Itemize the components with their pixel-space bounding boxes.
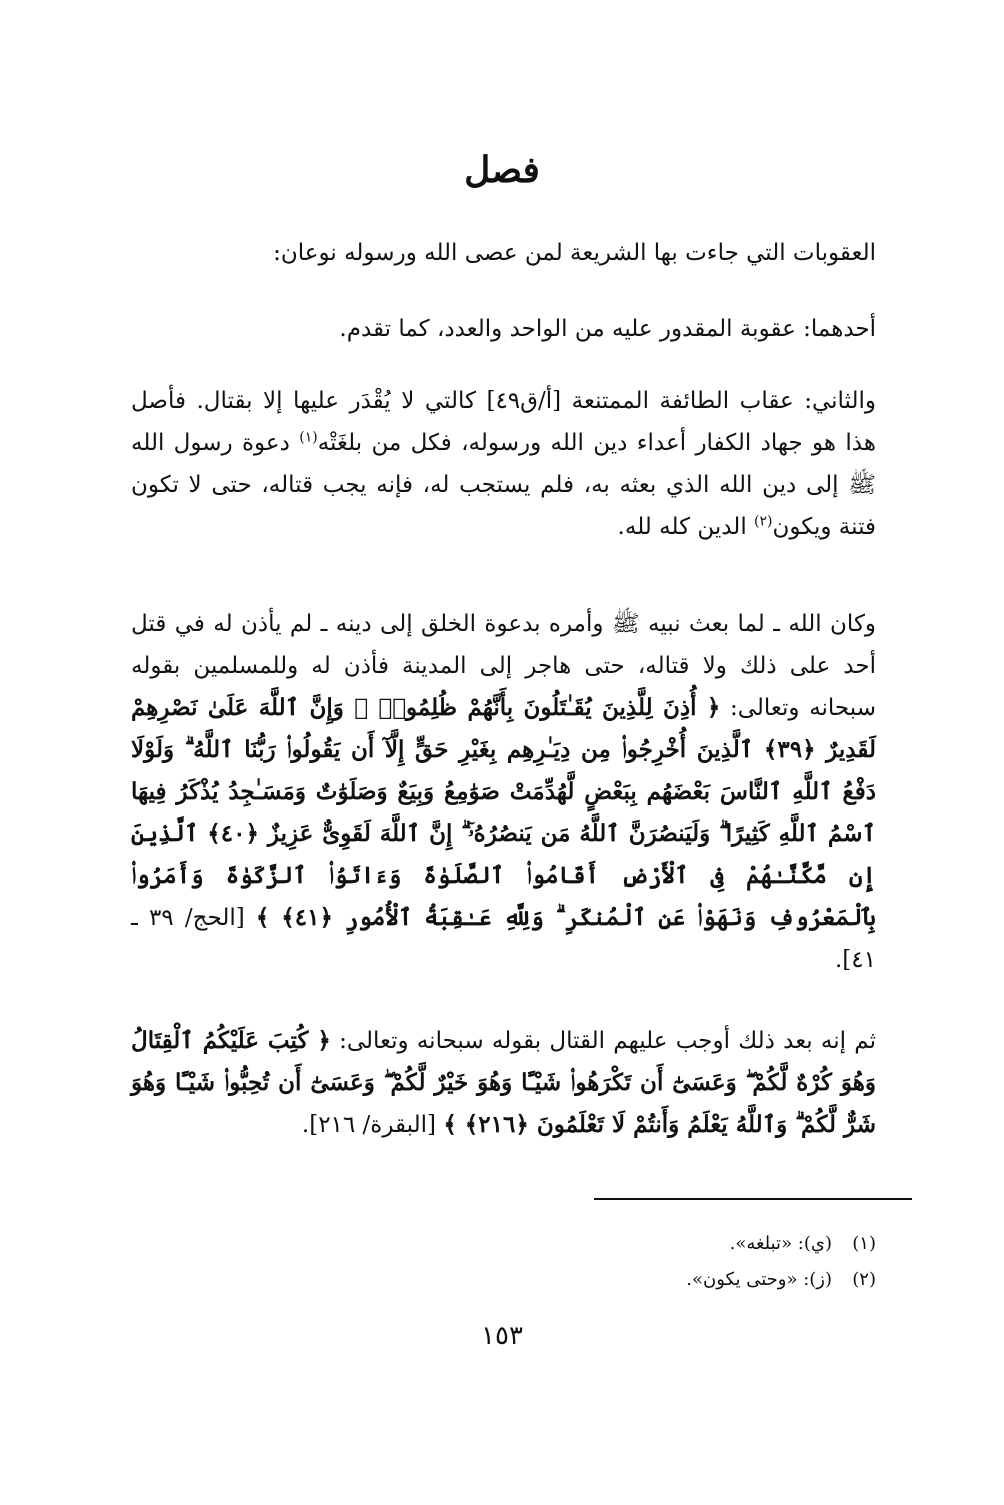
footnote-item <box>131 1226 876 1262</box>
footnote-divider <box>594 1198 912 1200</box>
footnote-ref-2: (٢) <box>754 513 773 530</box>
footnote-number: (١) <box>852 1233 876 1254</box>
paragraph-3-text-b: دعوة رسول الله ﷺ إلى دين الله الذي بعثه به، فلم يستجب له، فإنه يجب قتاله، حتى لا تكون فتنة ويكون <box>131 430 876 540</box>
paragraph-4 <box>131 603 876 981</box>
paragraph-3-text-c: الدين كله لله. <box>617 514 755 540</box>
footnote-text: (ز): «وحتى يكون». <box>686 1269 832 1290</box>
paragraph-1-text: العقوبات التي جاءت بها الشريعة لمن عصى الله ورسوله نوعان: <box>273 240 876 266</box>
footnote-ref-1: (١) <box>299 429 318 446</box>
quran-quote-hajj: ﴿ أُذِنَ لِلَّذِينَ يُقَـٰتَلُونَ بِأَنَّهُمْ ظُلِمُوا۟ ۚ وَإِنَّ ٱللَّهَ عَلَىٰ نَصْرِهِمْ لَقَدِيرٌ ﴿٣٩﴾ ٱلَّذِينَ أُخْرِجُوا۟ مِن دِيَـٰرِهِم بِغَيْرِ حَقٍّ إِلَّآ أَن يَقُولُوا۟ رَبُّنَا ٱللَّهُ ۗ وَلَوْلَا دَفْعُ ٱللَّهِ ٱلنَّاسَ بَعْضَهُم بِبَعْضٍ لَّهُدِّمَتْ صَوَٰمِعُ وَبِيَعٌ وَصَلَوَٰتٌ وَمَسَـٰجِدُ يُذْكَرُ فِيهَا ٱسْمُ ٱللَّهِ كَثِيرًا ۗ وَلَيَنصُرَنَّ ٱللَّهُ مَن يَنصُرُهُۥٓ ۗ إِنَّ ٱللَّهَ لَقَوِىٌّ عَزِيزٌ ﴿٤٠﴾ ٱلَّذِينَ إِن مَّكَّنَّـٰهُمْ فِى ٱلْأَرْضِ أَقَامُوا۟ ٱلصَّلَوٰةَ وَءَاتَوُا۟ ٱلزَّكَوٰةَ وَأَمَرُوا۟ بِٱلْمَعْرُوفِ وَنَهَوْا۟ عَنِ ٱلْمُنكَرِ ۗ وَلِلَّهِ عَـٰقِبَةُ ٱلْأُمُورِ ﴿٤١﴾ ﴾ <box>131 694 876 931</box>
paragraph-3 <box>131 380 876 548</box>
paragraph-4-intro: وكان الله ـ لما بعث نبيه ﷺ وأمره بدعوة الخلق إلى دينه ـ لم يأذن له في قتل أحد على ذلك ولا قتاله، حتى هاجر إلى المدينة فأذن له وللمسلمين بقوله سبحانه وتعالى: <box>131 611 876 721</box>
footnotes <box>131 1226 876 1298</box>
footnote-number: (٢) <box>852 1269 876 1290</box>
citation-hajj: [الحج/ ٣٩ ـ ٤١]. <box>131 905 876 973</box>
footnote-item <box>131 1262 876 1298</box>
paragraph-3-text-a: والثاني: عقاب الطائفة الممتنعة [أ/ق٤٩] كالتي لا يُقْدَر عليها إلا بقتال. فأصل هذا هو جهاد الكفار أعداء دين الله ورسوله، فكل من بلغَتْه <box>131 388 876 456</box>
section-heading: فصل <box>464 149 540 191</box>
paragraph-5 <box>131 1020 876 1146</box>
footnote-text: (ي): «تبلغه». <box>729 1233 832 1254</box>
paragraph-2 <box>131 308 876 350</box>
page-number: ١٥٣ <box>481 1321 523 1351</box>
quran-quote-baqarah: ﴿ كُتِبَ عَلَيْكُمُ ٱلْقِتَالُ وَهُوَ كُرْهٌ لَّكُمْ ۖ وَعَسَىٰٓ أَن تَكْرَهُوا۟ شَيْـًٔا وَهُوَ خَيْرٌ لَّكُمْ ۖ وَعَسَىٰٓ أَن تُحِبُّوا۟ شَيْـًٔا وَهُوَ شَرٌّ لَّكُمْ ۗ وَٱللَّهُ يَعْلَمُ وَأَنتُمْ لَا تَعْلَمُونَ ﴿٢١٦﴾ ﴾ <box>131 1027 876 1138</box>
paragraph-1 <box>131 232 876 274</box>
paragraph-5-intro: ثم إنه بعد ذلك أوجب عليهم القتال بقوله سبحانه وتعالى: <box>330 1028 877 1054</box>
paragraph-2-text: أحدهما: عقوبة المقدور عليه من الواحد والعدد، كما تقدم. <box>339 316 876 342</box>
citation-baqarah: [البقرة/ ٢١٦]. <box>301 1112 444 1138</box>
